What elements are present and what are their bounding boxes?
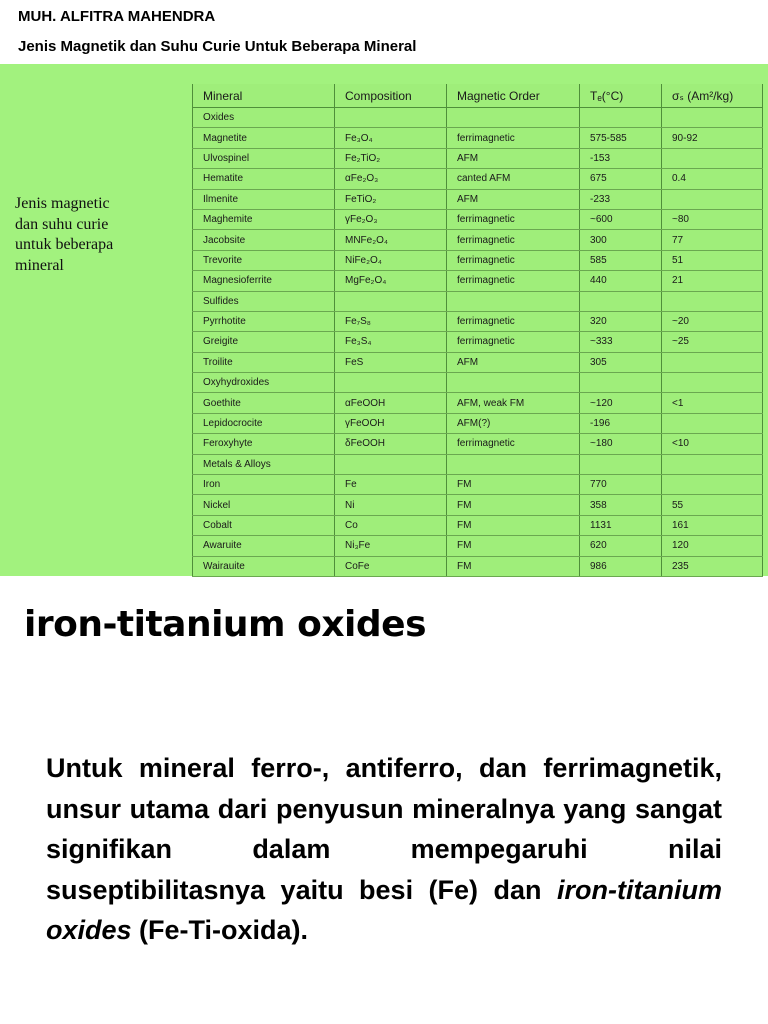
- cell-saturation-magnetization: 77: [662, 230, 763, 250]
- cell-magnetic-order: AFM: [447, 352, 580, 372]
- cell-saturation-magnetization: [662, 108, 763, 128]
- cell-mineral: Troilite: [193, 352, 335, 372]
- cell-saturation-magnetization: 120: [662, 536, 763, 556]
- cell-saturation-magnetization: 161: [662, 515, 763, 535]
- cell-magnetic-order: AFM(?): [447, 413, 580, 433]
- cell-curie-temperature: ~120: [580, 393, 662, 413]
- cell-magnetic-order: ferrimagnetic: [447, 311, 580, 331]
- cell-curie-temperature: 300: [580, 230, 662, 250]
- cell-curie-temperature: [580, 108, 662, 128]
- author-name: MUH. ALFITRA MAHENDRA: [18, 8, 216, 25]
- cell-curie-temperature: 770: [580, 475, 662, 495]
- cell-mineral: Greigite: [193, 332, 335, 352]
- cell-curie-temperature: 305: [580, 352, 662, 372]
- table-row: [193, 128, 763, 148]
- cell-curie-temperature: ~600: [580, 209, 662, 229]
- cell-magnetic-order: AFM: [447, 148, 580, 168]
- cell-composition: FeTiO₂: [335, 189, 447, 209]
- cell-composition: MNFe₂O₄: [335, 230, 447, 250]
- cell-composition: FeS: [335, 352, 447, 372]
- cell-curie-temperature: ~180: [580, 434, 662, 454]
- table-row: [193, 536, 763, 556]
- cell-magnetic-order: ferrimagnetic: [447, 250, 580, 270]
- cell-mineral: Wairauite: [193, 556, 335, 576]
- cell-curie-temperature: 440: [580, 271, 662, 291]
- cell-magnetic-order: ferrimagnetic: [447, 332, 580, 352]
- cell-mineral: Oxyhydroxides: [193, 373, 335, 393]
- cell-saturation-magnetization: ~20: [662, 311, 763, 331]
- cell-composition: Co: [335, 515, 447, 535]
- cell-magnetic-order: canted AFM: [447, 169, 580, 189]
- cell-magnetic-order: FM: [447, 475, 580, 495]
- table-row: [193, 434, 763, 454]
- table-row: [193, 148, 763, 168]
- table-row: [193, 230, 763, 250]
- table-panel: [0, 64, 768, 576]
- table-row: [193, 515, 763, 535]
- cell-composition: CoFe: [335, 556, 447, 576]
- table-row: [193, 556, 763, 576]
- cell-mineral: Ilmenite: [193, 189, 335, 209]
- cell-mineral: Pyrrhotite: [193, 311, 335, 331]
- cell-mineral: Magnesioferrite: [193, 271, 335, 291]
- cell-magnetic-order: ferrimagnetic: [447, 271, 580, 291]
- cell-composition: [335, 108, 447, 128]
- cell-saturation-magnetization: [662, 352, 763, 372]
- table-row: [193, 332, 763, 352]
- header-curie-temperature: Tₑ(°C): [580, 84, 662, 108]
- cell-curie-temperature: 986: [580, 556, 662, 576]
- cell-curie-temperature: -196: [580, 413, 662, 433]
- table-body: [193, 108, 763, 577]
- cell-saturation-magnetization: <1: [662, 393, 763, 413]
- cell-mineral: Sulfides: [193, 291, 335, 311]
- cell-composition: γFe₂O₃: [335, 209, 447, 229]
- cell-curie-temperature: [580, 454, 662, 474]
- cell-composition: [335, 291, 447, 311]
- cell-mineral: Metals & Alloys: [193, 454, 335, 474]
- table-row: [193, 352, 763, 372]
- header-mineral: Mineral: [193, 84, 335, 108]
- cell-curie-temperature: 575-585: [580, 128, 662, 148]
- table-row: [193, 495, 763, 515]
- document-subtitle: Jenis Magnetik dan Suhu Curie Untuk Beberapa Mineral: [18, 38, 417, 55]
- cell-composition: Fe₇S₈: [335, 311, 447, 331]
- cell-composition: Fe₃S₄: [335, 332, 447, 352]
- table-row: [193, 311, 763, 331]
- cell-magnetic-order: [447, 454, 580, 474]
- table-header-row: [193, 84, 763, 108]
- cell-saturation-magnetization: 21: [662, 271, 763, 291]
- header-saturation-magnetization: σₛ (Am²/kg): [662, 84, 763, 108]
- cell-curie-temperature: 675: [580, 169, 662, 189]
- cell-magnetic-order: ferrimagnetic: [447, 128, 580, 148]
- cell-magnetic-order: ferrimagnetic: [447, 434, 580, 454]
- cell-curie-temperature: -233: [580, 189, 662, 209]
- cell-composition: Ni: [335, 495, 447, 515]
- cell-magnetic-order: AFM: [447, 189, 580, 209]
- cell-composition: αFe₂O₃: [335, 169, 447, 189]
- table-row: [193, 475, 763, 495]
- cell-mineral: Trevorite: [193, 250, 335, 270]
- cell-mineral: Ulvospinel: [193, 148, 335, 168]
- table-row: [193, 271, 763, 291]
- cell-mineral: Magnetite: [193, 128, 335, 148]
- table-row: [193, 413, 763, 433]
- table-group-row: [193, 373, 763, 393]
- cell-saturation-magnetization: [662, 475, 763, 495]
- cell-composition: γFeOOH: [335, 413, 447, 433]
- cell-magnetic-order: [447, 373, 580, 393]
- cell-saturation-magnetization: ~25: [662, 332, 763, 352]
- cell-saturation-magnetization: [662, 454, 763, 474]
- cell-mineral: Nickel: [193, 495, 335, 515]
- table-row: [193, 189, 763, 209]
- cell-composition: αFeOOH: [335, 393, 447, 413]
- cell-saturation-magnetization: [662, 148, 763, 168]
- cell-mineral: Goethite: [193, 393, 335, 413]
- cell-magnetic-order: [447, 291, 580, 311]
- cell-curie-temperature: 620: [580, 536, 662, 556]
- cell-mineral: Oxides: [193, 108, 335, 128]
- cell-magnetic-order: FM: [447, 536, 580, 556]
- cell-mineral: Feroxyhyte: [193, 434, 335, 454]
- cell-curie-temperature: ~333: [580, 332, 662, 352]
- cell-mineral: Awaruite: [193, 536, 335, 556]
- cell-saturation-magnetization: 55: [662, 495, 763, 515]
- cell-magnetic-order: ferrimagnetic: [447, 209, 580, 229]
- cell-composition: [335, 454, 447, 474]
- cell-composition: MgFe₂O₄: [335, 271, 447, 291]
- cell-saturation-magnetization: 90-92: [662, 128, 763, 148]
- table-group-row: [193, 291, 763, 311]
- cell-mineral: Maghemite: [193, 209, 335, 229]
- cell-saturation-magnetization: ~80: [662, 209, 763, 229]
- cell-saturation-magnetization: 51: [662, 250, 763, 270]
- cell-saturation-magnetization: [662, 189, 763, 209]
- cell-composition: Fe₂TiO₂: [335, 148, 447, 168]
- cell-mineral: Hematite: [193, 169, 335, 189]
- paragraph-text-start: Untuk mineral ferro-, antiferro, dan ferrimagnetik, unsur utama dari penyusun mineralnya yang sangat signifikan dalam mempegaruhi nilai suseptibilitasnya yaitu besi (Fe) dan: [46, 753, 722, 905]
- cell-saturation-magnetization: 0.4: [662, 169, 763, 189]
- cell-saturation-magnetization: [662, 373, 763, 393]
- table-row: [193, 393, 763, 413]
- cell-curie-temperature: [580, 291, 662, 311]
- cell-composition: Fe₃O₄: [335, 128, 447, 148]
- section-title: iron-titanium oxides: [24, 604, 426, 645]
- cell-mineral: Iron: [193, 475, 335, 495]
- cell-magnetic-order: FM: [447, 495, 580, 515]
- cell-saturation-magnetization: [662, 413, 763, 433]
- header-magnetic-order: Magnetic Order: [447, 84, 580, 108]
- mineral-table: [192, 84, 763, 577]
- cell-curie-temperature: -153: [580, 148, 662, 168]
- cell-saturation-magnetization: <10: [662, 434, 763, 454]
- cell-composition: NiFe₂O₄: [335, 250, 447, 270]
- cell-curie-temperature: 358: [580, 495, 662, 515]
- cell-curie-temperature: [580, 373, 662, 393]
- cell-composition: Fe: [335, 475, 447, 495]
- cell-curie-temperature: 320: [580, 311, 662, 331]
- cell-magnetic-order: FM: [447, 556, 580, 576]
- mineral-table-image: [192, 84, 762, 576]
- side-caption: Jenis magnetic dan suhu curie untuk beberapa mineral: [15, 195, 114, 274]
- paragraph-text-end: (Fe-Ti-oxida).: [131, 915, 309, 945]
- table-group-row: [193, 108, 763, 128]
- cell-magnetic-order: FM: [447, 515, 580, 535]
- body-paragraph: [46, 748, 722, 951]
- cell-curie-temperature: 585: [580, 250, 662, 270]
- cell-saturation-magnetization: [662, 291, 763, 311]
- cell-curie-temperature: 1131: [580, 515, 662, 535]
- table-group-row: [193, 454, 763, 474]
- cell-magnetic-order: [447, 108, 580, 128]
- table-row: [193, 169, 763, 189]
- cell-mineral: Lepidocrocite: [193, 413, 335, 433]
- paragraph-italic-term: iron-titanium oxides: [46, 874, 722, 945]
- table-row: [193, 209, 763, 229]
- table-row: [193, 250, 763, 270]
- cell-composition: Ni₃Fe: [335, 536, 447, 556]
- header-composition: Composition: [335, 84, 447, 108]
- cell-composition: [335, 373, 447, 393]
- cell-magnetic-order: ferrimagnetic: [447, 230, 580, 250]
- cell-saturation-magnetization: 235: [662, 556, 763, 576]
- cell-composition: δFeOOH: [335, 434, 447, 454]
- cell-mineral: Cobalt: [193, 515, 335, 535]
- cell-mineral: Jacobsite: [193, 230, 335, 250]
- cell-magnetic-order: AFM, weak FM: [447, 393, 580, 413]
